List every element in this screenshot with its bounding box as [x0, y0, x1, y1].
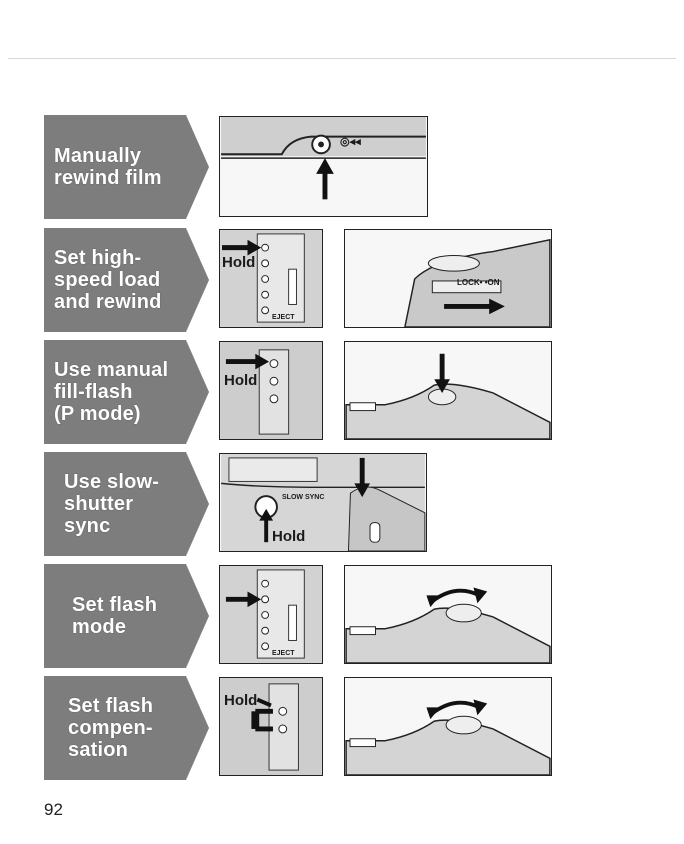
row-set-flash-compensation — [44, 676, 564, 780]
step-label-line: Set high- — [54, 247, 142, 269]
lock-on-text: LOCK• •ON — [457, 278, 500, 287]
step-label — [54, 115, 204, 219]
step-label — [54, 676, 218, 780]
command-dial-rotate-drawing — [345, 678, 551, 775]
step-label-line: rewind film — [54, 167, 162, 189]
step-label-line: fill-flash — [54, 381, 133, 403]
slow-sync-button-drawing — [220, 454, 426, 551]
eject-text: EJECT — [272, 314, 295, 321]
step-label-line: Manually — [54, 145, 142, 167]
eject-text: EJECT — [272, 650, 295, 657]
command-dial-rotate-illustration — [344, 565, 552, 664]
command-dial-rotate-illustration — [344, 677, 552, 776]
flash-button-drawing — [220, 342, 322, 439]
step-label-line: compen- — [68, 717, 153, 739]
command-dial-press-illustration — [344, 341, 552, 440]
step-label-banner — [44, 676, 209, 780]
step-label-line: sation — [68, 739, 129, 761]
step-label-line: (P mode) — [54, 403, 141, 425]
mode-buttons-drawing — [220, 230, 322, 327]
slow-sync-text: SLOW SYNC — [282, 494, 325, 501]
page-number: 92 — [44, 800, 63, 819]
command-dial-rotate-drawing — [345, 566, 551, 663]
top-rule — [8, 58, 676, 59]
hold-text: Hold — [224, 692, 258, 709]
row-set-flash-mode — [44, 564, 564, 668]
step-label — [54, 228, 204, 332]
row-manually-rewind-film — [44, 115, 564, 219]
hold-text: Hold — [272, 528, 306, 545]
slow-sync-button-illustration — [219, 453, 427, 552]
step-label-line: Set flash — [72, 594, 158, 616]
mode-buttons-drawing — [220, 566, 322, 663]
rewind-symbol-text: ◎◂◂ — [340, 136, 361, 148]
lock-on-switch-drawing — [345, 230, 551, 327]
row-use-manual-fill-flash — [44, 340, 564, 444]
flash-comp-buttons-illustration — [219, 677, 323, 776]
camera-top-rewind-illustration — [219, 116, 428, 217]
step-label-line: Use slow- — [64, 471, 160, 493]
row-set-high-speed-load — [44, 228, 564, 332]
step-label-line: and rewind — [54, 291, 162, 313]
step-label-banner — [44, 340, 209, 444]
step-label — [54, 564, 222, 668]
hold-text: Hold — [224, 372, 258, 389]
step-label-banner — [44, 115, 209, 219]
step-label-line: shutter — [64, 493, 134, 515]
step-label-banner — [44, 228, 209, 332]
step-label-line: mode — [72, 616, 127, 638]
step-label-line: speed load — [54, 269, 161, 291]
step-label-line: Set flash — [68, 695, 154, 717]
step-label-line: Use manual — [54, 359, 169, 381]
step-label — [54, 340, 204, 444]
row-use-slow-shutter-sync — [44, 452, 564, 556]
mode-buttons-illustration — [219, 565, 323, 664]
step-label-line: sync — [64, 515, 111, 537]
step-label-banner — [44, 564, 209, 668]
mode-buttons-illustration — [219, 229, 323, 328]
lock-on-switch-illustration — [344, 229, 552, 328]
hold-text: Hold — [222, 254, 256, 271]
step-label-banner — [44, 452, 209, 556]
step-label — [54, 452, 214, 556]
flash-button-illustration — [219, 341, 323, 440]
command-dial-press-drawing — [345, 342, 551, 439]
camera-top-drawing — [220, 117, 427, 216]
